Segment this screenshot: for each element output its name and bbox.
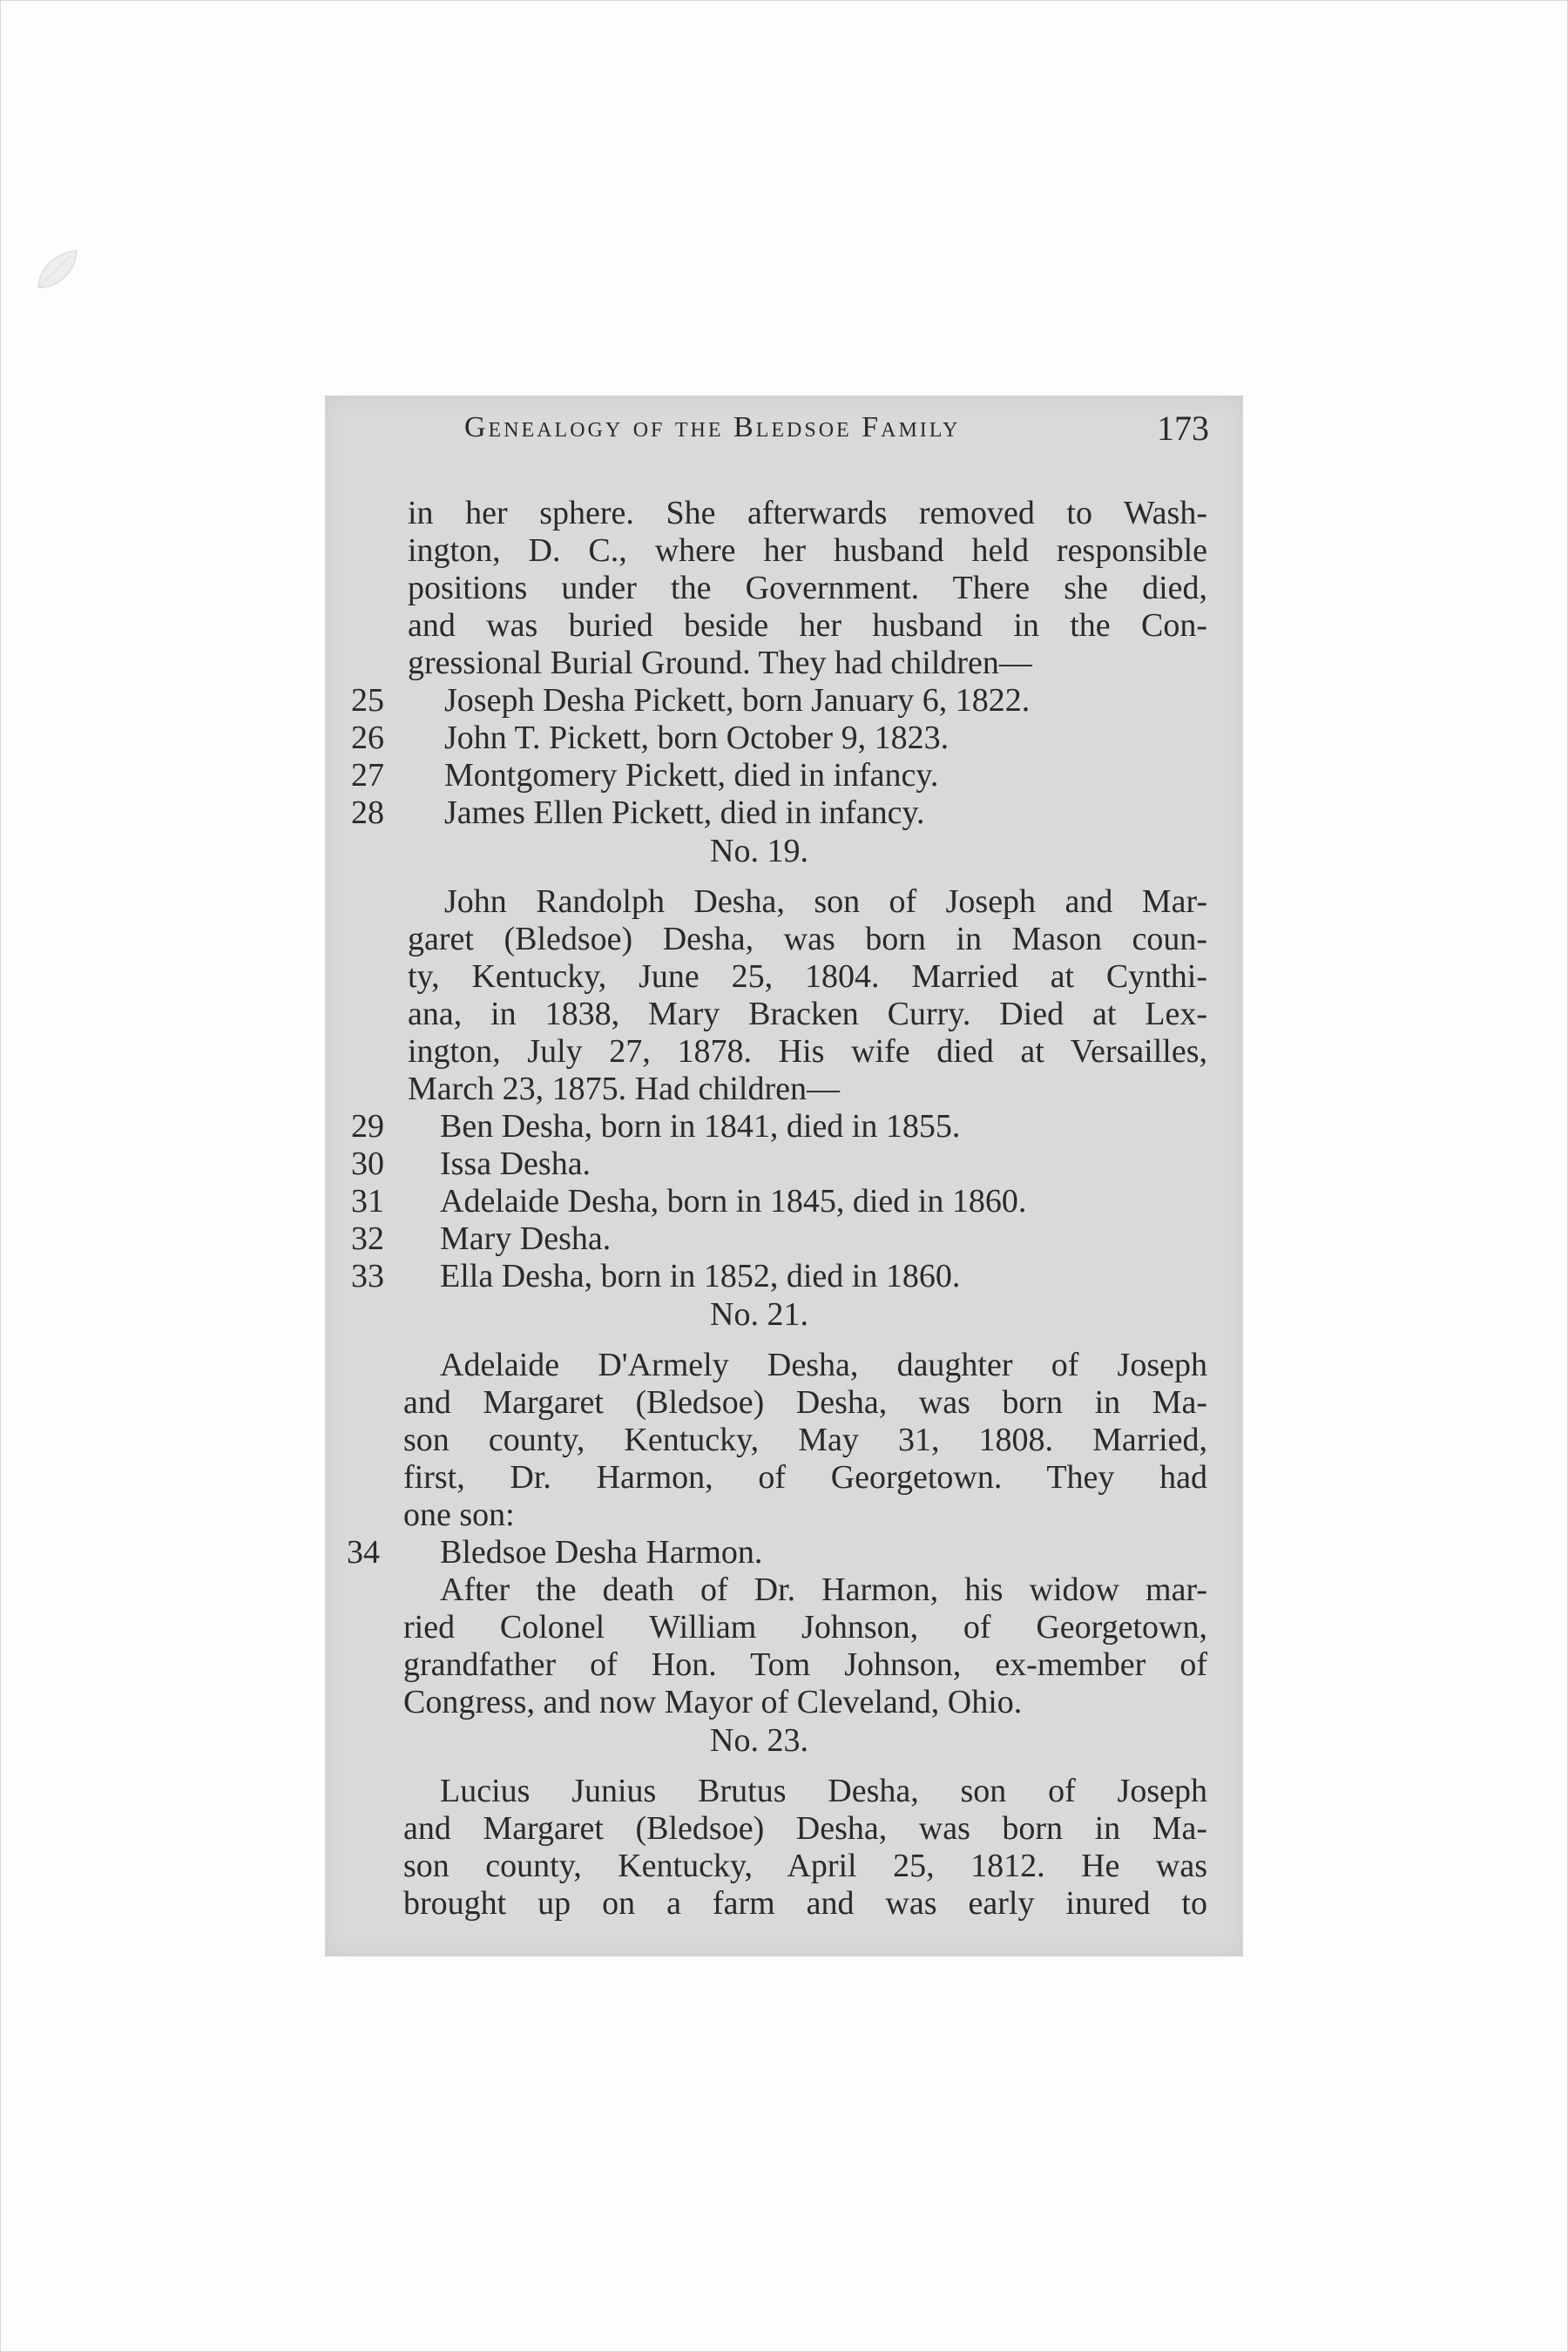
leaf-icon bbox=[31, 244, 84, 296]
line-text: one son: bbox=[403, 1497, 515, 1533]
heading-text: No. 19. bbox=[710, 833, 808, 869]
entry-text: Montgomery Pickett, died in infancy. bbox=[444, 757, 939, 794]
entry-number: 27 bbox=[351, 757, 384, 794]
line-text: Adelaide D'Armely Desha, daughter of Joseph bbox=[440, 1347, 1207, 1383]
line-text: grandfather of Hon. Tom Johnson, ex-member of bbox=[403, 1646, 1207, 1683]
entry-text: Bledsoe Desha Harmon. bbox=[440, 1534, 763, 1571]
entry-text: Joseph Desha Pickett, born January 6, 1822. bbox=[444, 682, 1031, 719]
entry-number: 30 bbox=[351, 1146, 384, 1182]
line-text: and was buried beside her husband in the Con- bbox=[408, 607, 1207, 644]
line-text: ington, July 27, 1878. His wife died at Versailles, bbox=[408, 1033, 1207, 1070]
line-text: John Randolph Desha, son of Joseph and Mar- bbox=[444, 883, 1207, 920]
line-text: ington, D. C., where her husband held responsible bbox=[408, 532, 1207, 569]
entry-number: 33 bbox=[351, 1258, 384, 1294]
line-text: garet (Bledsoe) Desha, was born in Mason coun- bbox=[408, 921, 1207, 957]
entry-text: Mary Desha. bbox=[440, 1220, 612, 1257]
line-text: son county, Kentucky, April 25, 1812. He was bbox=[403, 1848, 1207, 1884]
line-text: Congress, and now Mayor of Cleveland, Ohio. bbox=[403, 1684, 1023, 1720]
line-text: and Margaret (Bledsoe) Desha, was born in Ma- bbox=[403, 1810, 1207, 1847]
line-text: ty, Kentucky, June 25, 1804. Married at Cynthi- bbox=[408, 958, 1207, 995]
line-text: and Margaret (Bledsoe) Desha, was born in Ma- bbox=[403, 1384, 1207, 1421]
page-number: 173 bbox=[1157, 409, 1209, 448]
entry-text: James Ellen Pickett, died in infancy. bbox=[444, 794, 925, 831]
heading-text: No. 23. bbox=[710, 1722, 808, 1759]
entry-number: 32 bbox=[351, 1220, 384, 1257]
entry-number: 29 bbox=[351, 1108, 384, 1145]
line-text: ana, in 1838, Mary Bracken Curry. Died at Lex- bbox=[408, 996, 1207, 1032]
line-text: first, Dr. Harmon, of Georgetown. They had bbox=[403, 1459, 1207, 1496]
running-head: Genealogy of the Bledsoe Family bbox=[464, 411, 961, 443]
line-text: After the death of Dr. Harmon, his widow mar- bbox=[440, 1571, 1207, 1608]
line-text: Lucius Junius Brutus Desha, son of Joseph bbox=[440, 1773, 1207, 1809]
entry-number: 34 bbox=[347, 1534, 380, 1571]
entry-number: 31 bbox=[351, 1183, 384, 1220]
entry-number: 26 bbox=[351, 720, 384, 756]
entry-text: Ella Desha, born in 1852, died in 1860. bbox=[440, 1258, 961, 1294]
line-text: ried Colonel William Johnson, of Georgetown, bbox=[403, 1609, 1207, 1646]
line-text: positions under the Government. There she died, bbox=[408, 570, 1207, 606]
line-text: son county, Kentucky, May 31, 1808. Married, bbox=[403, 1422, 1207, 1458]
entry-number: 25 bbox=[351, 682, 384, 719]
entry-text: John T. Pickett, born October 9, 1823. bbox=[444, 720, 950, 756]
line-text: in her sphere. She afterwards removed to Wash- bbox=[408, 495, 1207, 531]
line-text: gressional Burial Ground. They had children— bbox=[408, 645, 1032, 681]
scanned-page bbox=[325, 395, 1243, 1957]
entry-text: Adelaide Desha, born in 1845, died in 1860. bbox=[440, 1183, 1027, 1220]
entry-text: Issa Desha. bbox=[440, 1146, 591, 1182]
line-text: March 23, 1875. Had children— bbox=[408, 1071, 840, 1107]
entry-text: Ben Desha, born in 1841, died in 1855. bbox=[440, 1108, 961, 1145]
line-text: brought up on a farm and was early inured to bbox=[403, 1885, 1207, 1922]
heading-text: No. 21. bbox=[710, 1296, 808, 1333]
entry-number: 28 bbox=[351, 794, 384, 831]
